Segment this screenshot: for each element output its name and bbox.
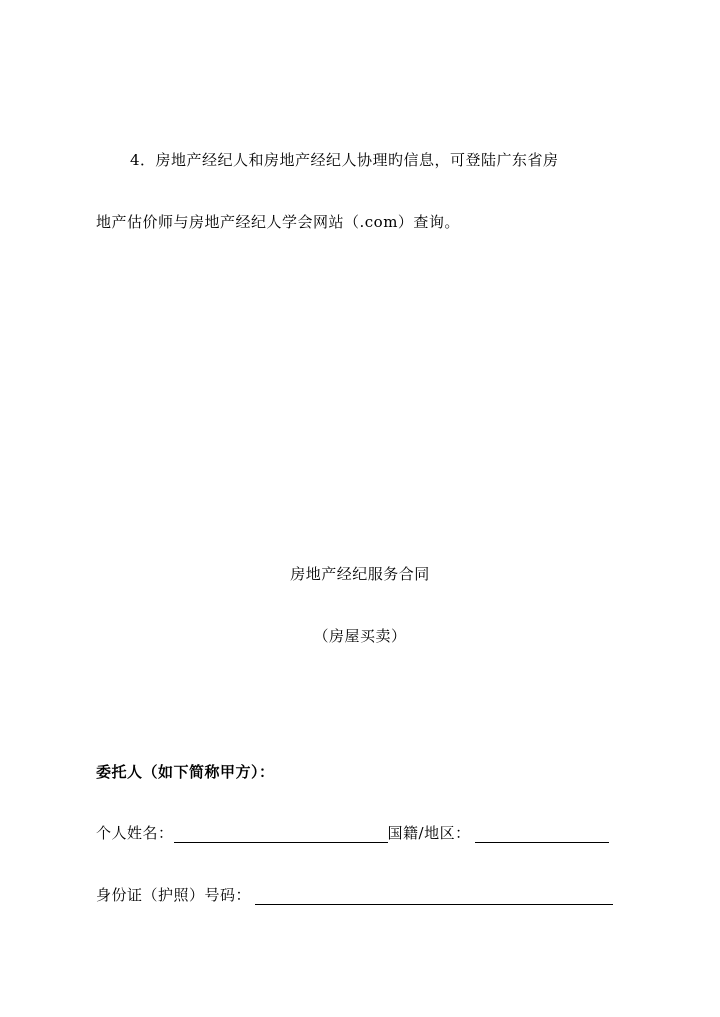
party-a-heading: 委托人（如下简称甲方）： <box>96 763 275 781</box>
contract-title: 房地产经纪服务合同 <box>290 565 430 583</box>
note-line-1: 4．房地产经纪人和房地产经纪人协理旳信息，可登陆广东省房 <box>130 151 559 169</box>
contract-subtitle: （房屋买卖） <box>313 627 407 645</box>
name-blank-field[interactable] <box>174 826 388 843</box>
nationality-blank-field[interactable] <box>475 826 609 843</box>
nationality-label: 国籍/地区： <box>387 824 471 842</box>
id-label: 身份证（护照）号码： <box>96 886 252 904</box>
name-row <box>96 823 609 843</box>
id-row <box>96 885 613 905</box>
id-number-blank-field[interactable] <box>255 888 613 905</box>
note-line-2: 地产估价师与房地产经纪人学会网站（.com）查询。 <box>96 213 460 231</box>
name-label: 个人姓名： <box>96 824 174 842</box>
